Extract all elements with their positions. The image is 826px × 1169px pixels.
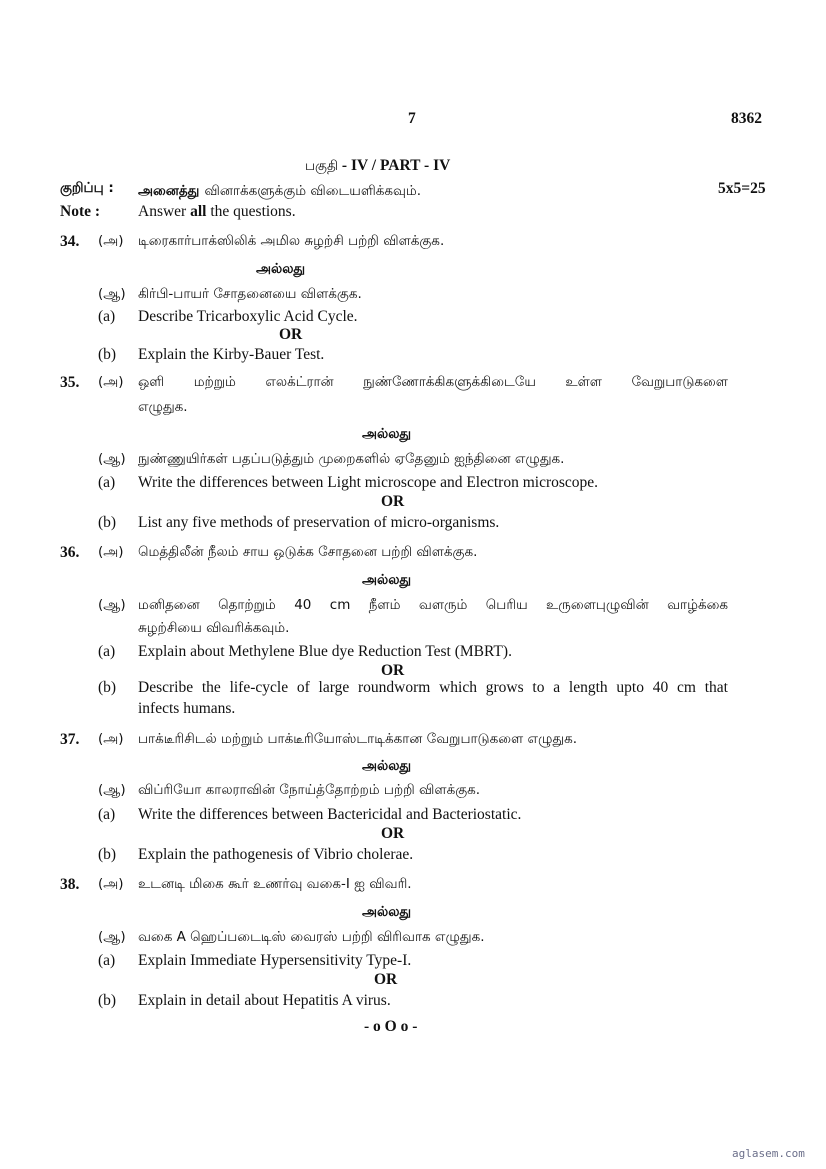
or-english: OR [381,825,405,842]
q36-b-ta-line1: மனிதனை தொற்றும் 40 cm நீளம் வளரும் பெரிய உருளைபுழுவின் வாழ்க்கை [138,597,728,613]
q36-a-ta: மெத்திலீன் நீலம் சாய ஒடுக்க சோதனை பற்றி விளக்குக. [138,544,478,560]
part-title-tamil: பகுதி [305,158,339,174]
q36-b-ta-label: (ஆ) [98,597,126,613]
watermark: aglasem.com [732,1147,805,1160]
q35-a-ta-line2: எழுதுக. [138,399,188,415]
q37-a-ta: பாக்டீரிசிடல் மற்றும் பாக்டீரியோஸ்டாடிக்கான வேறுபாடுகளை எழுதுக. [138,731,578,747]
q34-a-ta-label: (அ) [98,233,124,249]
q37-b-ta: விப்ரியோ காலராவின் நோய்த்தோற்றம் பற்றி விளக்குக. [138,782,481,798]
q38-b-en: Explain in detail about Hepatitis A virus. [138,992,391,1009]
or-tamil: அல்லது [362,572,412,588]
q38-b-ta: வகை A ஹெப்படைடிஸ் வைரஸ் பற்றி விரிவாக எழுதுக. [138,929,485,945]
or-english: OR [381,662,405,679]
or-tamil: அல்லது [256,261,306,277]
q38-b-ta-label: (ஆ) [98,929,126,945]
q37-b-en-label: (b) [98,846,117,863]
question-number: 34. [60,233,80,250]
q37-b-en: Explain the pathogenesis of Vibrio cholerae. [138,846,414,863]
paper-code: 8362 [731,110,762,127]
q38-a-en: Explain Immediate Hypersensitivity Type-I. [138,952,412,969]
or-english: OR [374,971,398,988]
q37-a-ta-label: (அ) [98,731,124,747]
q34-a-en: Describe Tricarboxylic Acid Cycle. [138,308,358,325]
note-bold-tamil: அனைத்து [138,183,200,199]
q37-a-en: Write the differences between Bactericidal and Bacteriostatic. [138,806,522,823]
q36-a-en-label: (a) [98,643,116,660]
note-text-tamil [138,180,421,201]
question-number: 38. [60,876,80,893]
q36-b-en-label: (b) [98,679,117,696]
note-text-english [138,203,296,221]
q34-b-ta-label: (ஆ) [98,286,126,302]
or-tamil: அல்லது [362,904,412,920]
question-number: 35. [60,374,80,391]
note-post: the questions. [210,203,296,220]
note-rest-tamil: வினாக்களுக்கும் விடையளிக்கவும். [204,183,422,199]
q35-b-ta-label: (ஆ) [98,451,126,467]
question-number: 36. [60,544,80,561]
q35-a-en-label: (a) [98,474,116,491]
q35-b-en-label: (b) [98,514,117,531]
part-title-english: - IV / PART - IV [338,157,451,174]
q36-b-ta-line2: சுழற்சியை விவரிக்கவும். [138,620,290,636]
end-of-paper-mark: - o O o - [364,1018,418,1035]
or-english: OR [279,326,303,343]
q36-a-ta-label: (அ) [98,544,124,560]
or-tamil: அல்லது [362,758,412,774]
q37-b-ta-label: (ஆ) [98,782,126,798]
q35-a-en: Write the differences between Light microscope and Electron microscope. [138,474,599,491]
question-number: 37. [60,731,80,748]
q38-a-en-label: (a) [98,952,116,969]
note-pre: Answer [138,203,187,220]
q36-b-en-line2: infects humans. [138,700,236,717]
q36-a-en: Explain about Methylene Blue dye Reduction Test (MBRT). [138,643,512,660]
or-tamil: அல்லது [362,426,412,442]
q35-a-ta-line1: ஒளி மற்றும் எலக்ட்ரான் நுண்ணோக்கிகளுக்கிடையே உள்ள வேறுபாடுகளை [138,374,728,390]
note-bold: all [190,203,207,220]
page-number: 7 [408,110,416,127]
q34-b-ta: கிர்பி-பாயர் சோதனையை விளக்குக. [138,286,362,302]
marks-total: 5x5=25 [718,180,766,197]
q35-b-ta: நுண்ணுயிர்கள் பதப்படுத்தும் முறைகளில் ஏதேனும் ஐந்தினை எழுதுக. [138,451,565,467]
note-label-english: Note : [60,203,101,220]
q35-b-en: List any five methods of preservation of micro-organisms. [138,514,500,531]
note-label-tamil: குறிப்பு : [60,180,114,196]
q34-a-ta: டிரைகார்பாக்ஸிலிக் அமில சுழற்சி பற்றி விளக்குக. [138,233,445,249]
q35-a-ta-label: (அ) [98,374,124,390]
q34-a-en-label: (a) [98,308,116,325]
q34-b-en-label: (b) [98,346,117,363]
q38-a-ta: உடனடி மிகை கூர் உணர்வு வகை-I ஐ விவரி. [138,876,412,892]
q37-a-en-label: (a) [98,806,116,823]
or-english: OR [381,493,405,510]
q34-b-en: Explain the Kirby-Bauer Test. [138,346,325,363]
q36-b-en-line1: Describe the life-cycle of large roundworm which grows to a length upto 40 cm that [138,679,728,696]
part-title [305,155,450,176]
q38-b-en-label: (b) [98,992,117,1009]
q38-a-ta-label: (அ) [98,876,124,892]
